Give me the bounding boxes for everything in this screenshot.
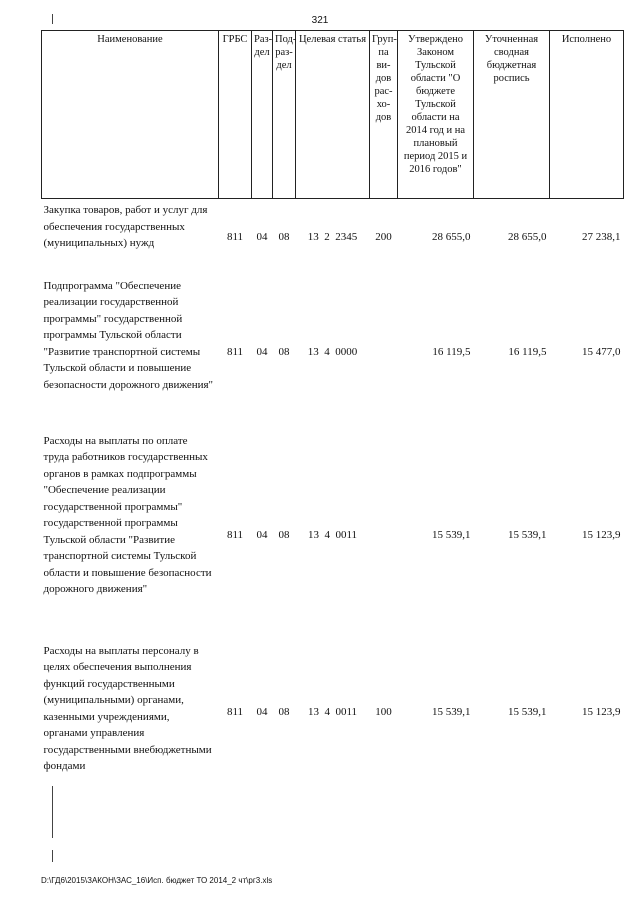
- target-part: 13: [307, 528, 319, 541]
- row-target: [296, 640, 370, 785]
- margin-mark: [52, 14, 53, 24]
- margin-mark: [52, 850, 53, 862]
- target-part: 4: [324, 706, 330, 718]
- row-razdel: 04: [256, 346, 268, 358]
- row-name: Расходы на выплаты по оплате труда работников государственных органов в рамках подпрограммы "Обеспечение реализации государственной программы" государственной программы Тульской области "Развитие транспортной системы Тульской области и повышение безопасности дорожного движения": [43, 434, 212, 595]
- row-target: [296, 430, 370, 640]
- target-part: 0011: [335, 706, 358, 718]
- target-part: 4: [324, 528, 330, 541]
- target-part: 13: [307, 230, 319, 243]
- target-part: 0011: [335, 528, 358, 541]
- row-podrazdel: 08: [278, 528, 290, 541]
- row-refined: 15 539,1: [508, 706, 547, 718]
- header-executed: Исполнено: [550, 31, 624, 199]
- header-group: Груп-па ви-дов рас-хо-дов: [370, 31, 398, 199]
- row-name: Закупка товаров, работ и услуг для обеспечения государственных (муниципальных) нужд: [43, 204, 208, 249]
- row-podrazdel: 08: [278, 346, 290, 358]
- row-grbs: 811: [226, 346, 244, 358]
- header-target: Целевая статья: [296, 31, 370, 199]
- header-razdel: Раз-дел: [252, 31, 273, 199]
- row-grbs: 811: [226, 528, 244, 541]
- row-executed: 15 123,9: [582, 706, 621, 718]
- margin-mark: [52, 786, 53, 838]
- row-podrazdel: 08: [278, 706, 290, 718]
- row-group: [370, 430, 398, 640]
- row-group: [370, 275, 398, 430]
- header-approved: Утверждено Законом Тульской области "О бюджете Тульской области на 2014 год и на плановый период 2015 и 2016 годов": [398, 31, 474, 199]
- row-refined: 28 655,0: [508, 230, 547, 243]
- row-target: [296, 199, 370, 275]
- target-part: 2345: [335, 230, 358, 243]
- row-refined: 16 119,5: [508, 346, 547, 358]
- row-grbs: 811: [226, 230, 244, 243]
- row-group: 200: [375, 230, 392, 243]
- row-podrazdel: 08: [278, 230, 290, 243]
- header-name: Наименование: [42, 31, 219, 199]
- target-part: 0000: [335, 346, 358, 358]
- row-razdel: 04: [256, 528, 268, 541]
- table-row: [42, 430, 624, 640]
- row-group: 100: [375, 706, 392, 718]
- header-podrazdel: Под-раз-дел: [273, 31, 296, 199]
- header-row: [42, 31, 624, 199]
- header-refined: Уточненная сводная бюджетная роспись: [474, 31, 550, 199]
- target-part: 4: [324, 346, 330, 358]
- target-part: 13: [307, 706, 319, 718]
- budget-table: [41, 30, 624, 785]
- row-refined: 15 539,1: [508, 528, 547, 541]
- table-row: [42, 199, 624, 275]
- file-path-footer: D:\ГД6\2015\ЗАКОН\ЗАС_16\Исп. бюджет ТО 2014_2 чт\рг3.xls: [41, 876, 273, 885]
- page-number: 321: [311, 15, 329, 26]
- header-grbs: ГРБС: [219, 31, 252, 199]
- row-target: [296, 275, 370, 430]
- row-razdel: 04: [256, 706, 268, 718]
- row-executed: 15 477,0: [582, 346, 621, 358]
- table-row: [42, 275, 624, 430]
- row-name: Подпрограмма "Обеспечение реализации государственной программы" государственной программы Тульской области "Развитие транспортной системы Тульской области и повышение безопасности дорожного движения": [43, 279, 214, 391]
- table-row: [42, 640, 624, 785]
- row-grbs: 811: [226, 706, 244, 718]
- row-approved: 15 539,1: [432, 706, 471, 718]
- row-executed: 27 238,1: [582, 230, 621, 243]
- row-approved: 16 119,5: [432, 346, 471, 358]
- target-part: 13: [307, 346, 319, 358]
- row-executed: 15 123,9: [582, 528, 621, 541]
- row-razdel: 04: [256, 230, 268, 243]
- row-approved: 15 539,1: [432, 528, 471, 541]
- row-name: Расходы на выплаты персоналу в целях обеспечения выполнения функций государственными (муниципальными) органами, казенными учреждениями, органами управления государственными внебюджетными фондами: [43, 644, 212, 772]
- target-part: 2: [324, 230, 330, 243]
- row-approved: 28 655,0: [432, 230, 471, 243]
